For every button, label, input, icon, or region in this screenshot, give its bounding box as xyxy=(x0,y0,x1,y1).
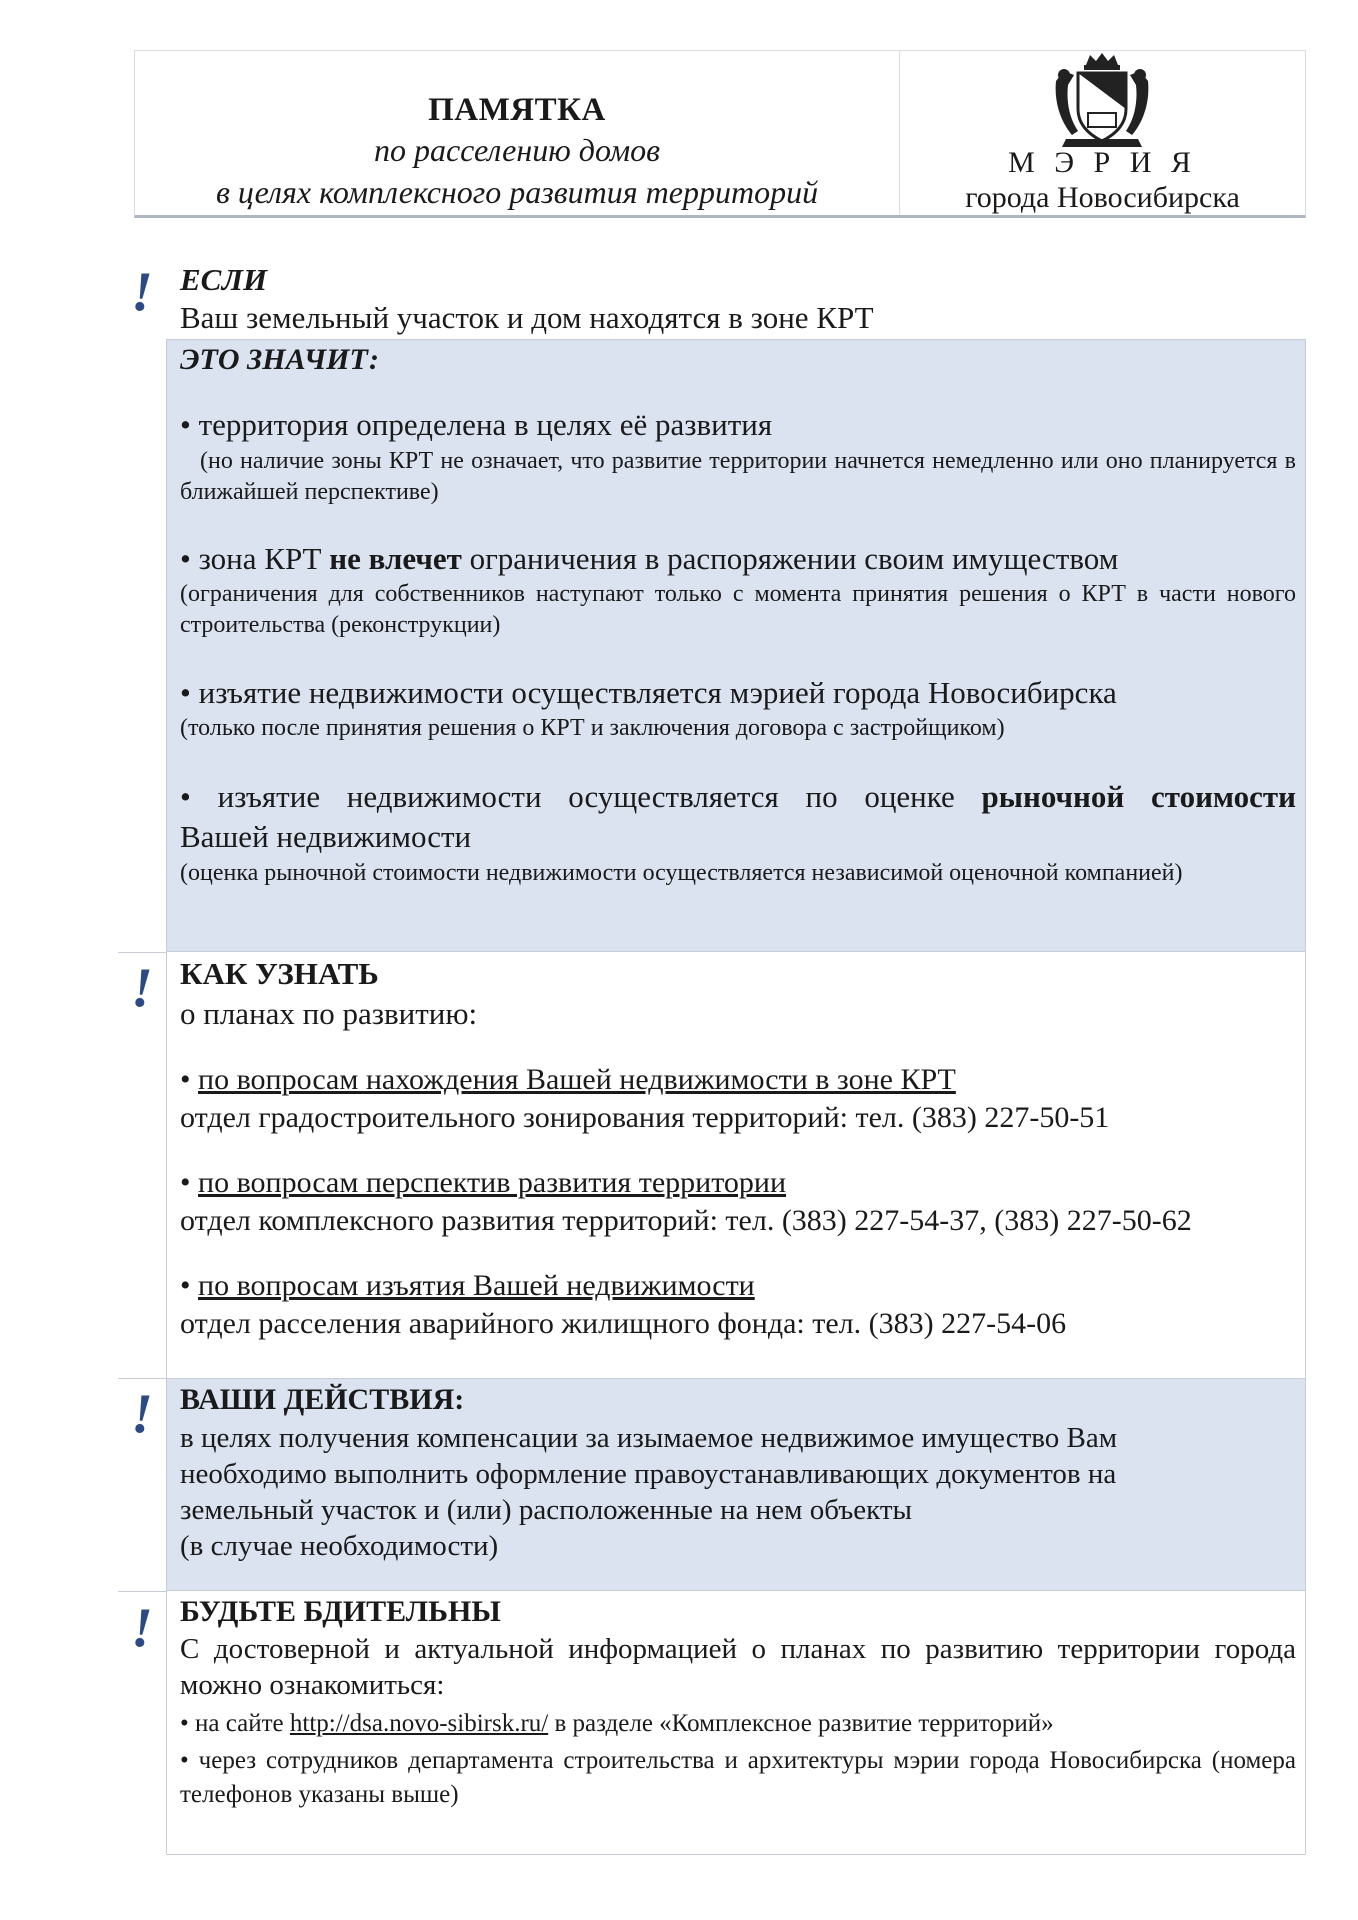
means-item-4-text-before: • изъятие недвижимости осуществляется по оценке xyxy=(180,779,982,814)
contact-item-3-topic xyxy=(180,1268,755,1304)
site-link[interactable]: http://dsa.novo-sibirsk.ru/ xyxy=(289,1710,549,1737)
header-org-block xyxy=(900,51,1305,215)
section-alert-text: С достоверной и актуальной информацией о планах по развитию территории города можно ознакомиться: xyxy=(180,1633,1296,1701)
means-item-4-emphasis: рыночной стоимости xyxy=(981,779,1296,814)
section-actions-line-3: земельный участок и (или) расположенные на нем объекты xyxy=(180,1494,913,1526)
section-divider xyxy=(118,952,166,953)
document-header xyxy=(134,50,1306,218)
section-if-text: Ваш земельный участок и дом находятся в зоне КРТ xyxy=(180,300,874,335)
means-item-1-note: (но наличие зоны КРТ не означает, что развитие территории начнется немедленно или оно планируется в ближайшей перспективе) xyxy=(180,448,1296,505)
means-item-3-note: (только после принятия решения о КРТ и заключения договора с застройщиком) xyxy=(180,715,1005,741)
contact-item-2-topic xyxy=(180,1165,786,1201)
means-item-1: • территория определена в целях её развития xyxy=(180,407,773,442)
means-item-2-note: (ограничения для собственников наступают только с момента принятия решения о КРТ в части нового строительства (реконструкции) xyxy=(180,581,1296,638)
section-actions-heading: ВАШИ ДЕЙСТВИЯ: xyxy=(180,1383,465,1416)
means-item-2-text-after: ограничения в распоряжении своим имуществом xyxy=(461,541,1119,576)
contact-item-3-phone: отдел расселения аварийного жилищного фонда: тел. (383) 227-54-06 xyxy=(180,1307,1067,1340)
section-actions-line-2: необходимо выполнить оформление правоустанавливающих документов на xyxy=(180,1458,1117,1490)
section-actions-line-4: (в случае необходимости) xyxy=(180,1530,499,1562)
bullet-mark: • xyxy=(180,1166,199,1199)
means-item-2-text-before: • зона КРТ xyxy=(180,541,330,576)
document-subtitle-line-2: в целях комплексного развития территорий xyxy=(215,174,819,210)
org-city: города Новосибирска xyxy=(965,181,1240,214)
city-coat-of-arms-icon xyxy=(1050,51,1154,151)
org-name: М Э Р И Я xyxy=(1008,146,1197,179)
section-if-heading: ЕСЛИ xyxy=(180,262,268,297)
bullet-mark: • xyxy=(180,1063,199,1096)
section-alert-staff: • через сотрудников департамента строительства и архитектуры мэрии города Новосибирска (номера телефонов указаны выше) xyxy=(180,1747,1296,1808)
document-title: ПАМЯТКА xyxy=(428,92,606,128)
contact-item-2-phone: отдел комплексного развития территорий: тел. (383) 227-54-37, (383) 227-50-62 xyxy=(180,1204,1192,1237)
means-item-3: • изъятие недвижимости осуществляется мэрией города Новосибирска xyxy=(180,675,1117,710)
means-item-2-emphasis: не влечет xyxy=(329,541,462,576)
section-actions-line-1: в целях получения компенсации за изымаемое недвижимое имущество Вам xyxy=(180,1422,1118,1454)
document-subtitle-line-1: по расселению домов xyxy=(373,132,661,168)
means-item-4-continuation: Вашей недвижимости xyxy=(180,819,472,854)
section-how-heading: КАК УЗНАТЬ xyxy=(180,956,379,991)
site-suffix: в разделе «Комплексное развитие территорий» xyxy=(548,1710,1054,1737)
exclamation-mark-icon: ! xyxy=(131,957,153,1019)
contact-topic-link[interactable]: по вопросам нахождения Вашей недвижимости в зоне КРТ xyxy=(198,1063,956,1096)
contact-item-1-phone: отдел градостроительного зонирования территорий: тел. (383) 227-50-51 xyxy=(180,1101,1110,1134)
section-alert-heading: БУДЬТЕ БДИТЕЛЬНЫ xyxy=(180,1595,501,1628)
site-prefix: • на сайте xyxy=(180,1710,290,1737)
exclamation-mark-icon: ! xyxy=(131,261,153,323)
section-divider xyxy=(118,1378,166,1379)
means-item-4 xyxy=(180,778,1296,816)
means-item-2 xyxy=(180,540,1296,578)
section-means-heading: ЭТО ЗНАЧИТ: xyxy=(180,343,379,376)
exclamation-mark-icon: ! xyxy=(131,1597,153,1659)
header-title-block xyxy=(135,51,900,215)
section-divider xyxy=(118,1591,166,1592)
contact-topic-link[interactable]: по вопросам изъятия Вашей недвижимости xyxy=(198,1269,755,1302)
means-item-4-note: (оценка рыночной стоимости недвижимости осуществляется независимой оценочной компанией) xyxy=(180,860,1183,886)
contact-topic-link[interactable]: по вопросам перспектив развития территории xyxy=(198,1166,787,1199)
section-alert-site xyxy=(180,1706,1054,1742)
section-how-subheading: о планах по развитию: xyxy=(180,996,478,1031)
bullet-mark: • xyxy=(180,1269,199,1302)
contact-item-1-topic xyxy=(180,1062,956,1098)
exclamation-mark-icon: ! xyxy=(131,1383,153,1445)
